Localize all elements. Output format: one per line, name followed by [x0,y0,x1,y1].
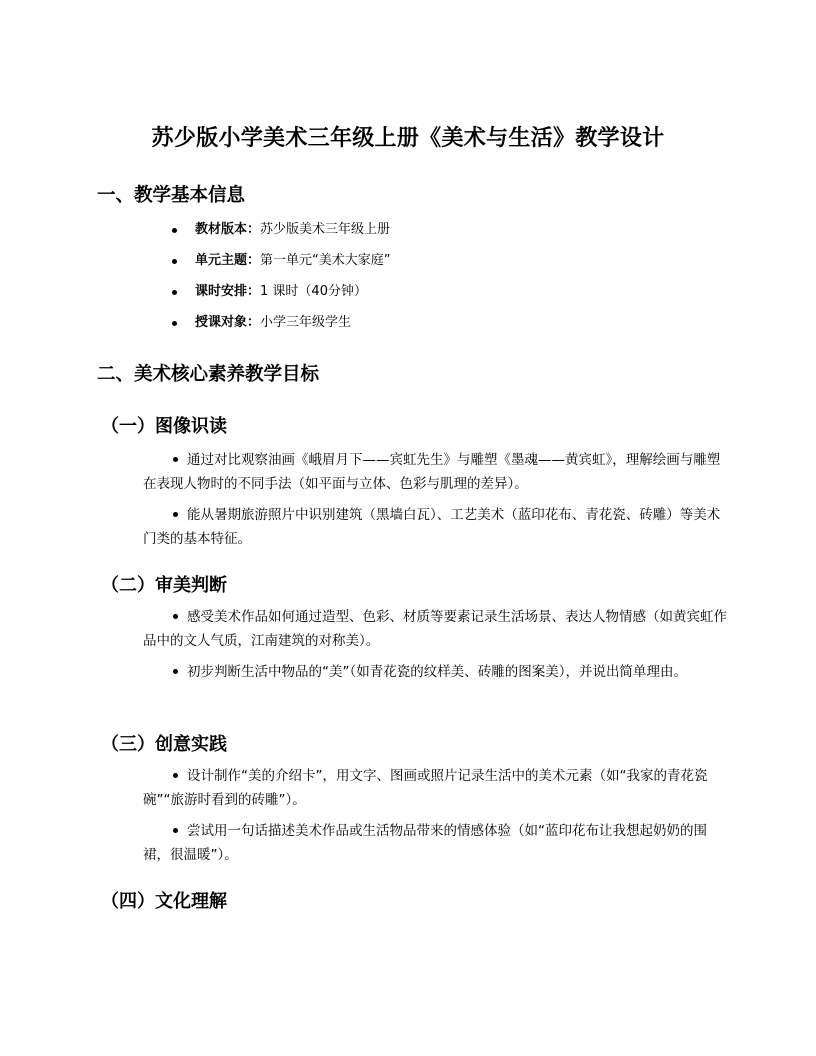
document-title: 苏少版小学美术三年级上册《美术与生活》教学设计 [151,125,665,151]
paragraph [143,764,733,812]
subsection-heading-creative-practice: （三）创意实践 [101,734,227,755]
paragraph [143,605,733,653]
paragraph [143,503,733,551]
info-key: 教材版本： [195,222,261,237]
bullet-icon [173,669,178,674]
basic-info-list [170,221,391,345]
info-item-unit [170,252,391,283]
paragraph-text: 尝试用一句话描述美术作品或生活物品带来的情感体验（如“蓝印花布让我想起奶奶的围裙，很温暖”）。 [143,823,707,863]
info-value: 第一单元“美术大家庭” [260,253,391,268]
bullet-icon [172,290,177,295]
paragraph-text: 感受美术作品如何通过造型、色彩、材质等要素记录生活场景、表达人物情感（如黄宾虹作品中的文人气质，江南建筑的对称美）。 [143,609,727,649]
section-heading-objectives: 二、美术核心素养教学目标 [97,364,320,385]
bullet-icon [172,259,177,264]
info-value: 小学三年级学生 [260,315,352,330]
paragraph-text: 能从暑期旅游照片中识别建筑（黑墙白瓦）、工艺美术（蓝印花布、青花瓷、砖雕）等美术门类的基本特征。 [143,507,721,547]
info-key: 授课对象： [195,315,261,330]
info-key: 课时安排： [195,284,261,299]
bullet-icon [173,512,178,517]
paragraph-text: 设计制作“美的介绍卡”，用文字、图画或照片记录生活中的美术元素（如“我家的青花瓷碗”“旅游时看到的砖雕”）。 [143,768,708,808]
bullet-icon [173,773,178,778]
info-item-schedule [170,283,391,314]
subsection-heading-image-reading: （一）图像识读 [101,416,227,437]
section-heading-basic-info: 一、教学基本信息 [97,185,246,206]
paragraph [143,819,733,867]
info-item-textbook [170,221,391,252]
paragraph [143,448,733,496]
subsection-heading-cultural-understanding: （四）文化理解 [101,891,227,912]
info-item-audience [170,314,391,345]
info-value: 苏少版美术三年级上册 [260,222,391,237]
paragraph [143,660,733,684]
bullet-icon [172,321,177,326]
subsection-heading-aesthetic-judgment: （二）审美判断 [101,575,227,596]
info-key: 单元主题： [195,253,261,268]
paragraph-text: 初步判断生活中物品的“美”（如青花瓷的纹样美、砖雕的图案美），并说出简单理由。 [187,664,687,680]
bullet-icon [173,614,178,619]
info-value: 1 课时（40分钟） [260,284,367,299]
bullet-icon [173,828,178,833]
bullet-icon [173,457,178,462]
paragraph-text: 通过对比观察油画《峨眉月下——宾虹先生》与雕塑《墨魂——黄宾虹》，理解绘画与雕塑在表现人物时的不同手法（如平面与立体、色彩与肌理的差异）。 [143,452,721,492]
bullet-icon [172,228,177,233]
